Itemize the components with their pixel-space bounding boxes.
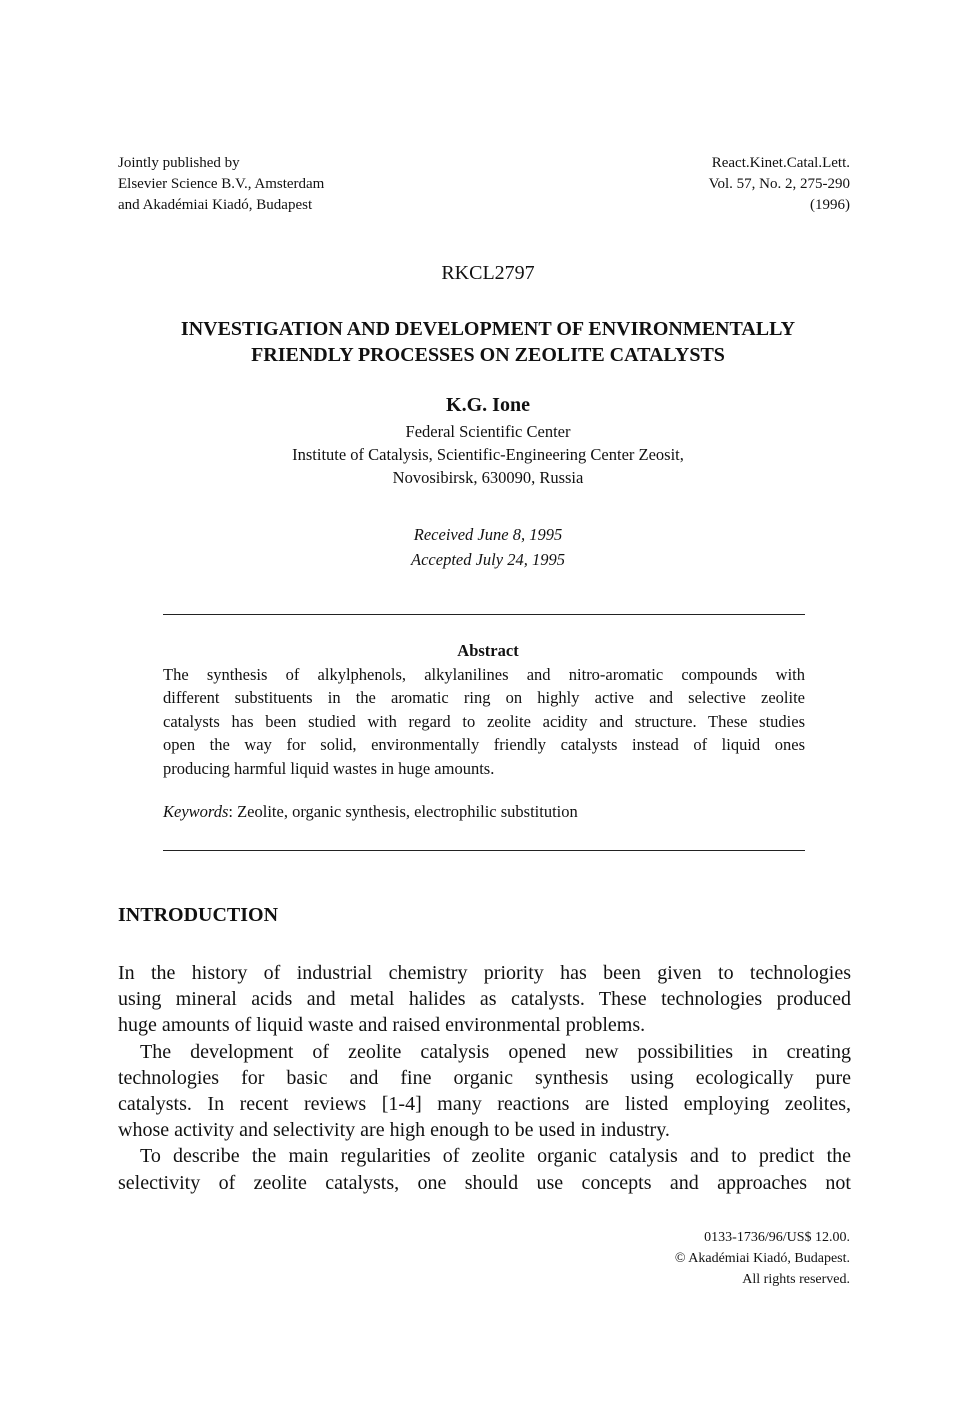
body-line: technologies for basic and fine organic synthesis using ecologically pure [118, 1066, 851, 1089]
abstract-line: producing harmful liquid wastes in huge amounts. [163, 758, 495, 778]
publisher-info [118, 153, 324, 216]
section-heading: INTRODUCTION [118, 904, 279, 926]
journal-line: React.Kinet.Catal.Lett. [711, 155, 850, 171]
copyright-footer [675, 1227, 850, 1290]
abstract-line: open the way for solid, environmentally friendly catalysts instead of liquid ones [163, 735, 805, 755]
affiliation-line: Institute of Catalysis, Scientific-Engineering Center Zeosit, [292, 445, 684, 464]
dates [0, 522, 976, 572]
paper-title [0, 316, 976, 368]
abstract-heading: Abstract [457, 641, 519, 660]
keywords-label: Keywords [163, 802, 229, 821]
footer-line: All rights reserved. [742, 1272, 850, 1287]
body-line: To describe the main regularities of zeolite organic catalysis and to predict the [140, 1145, 851, 1168]
publisher-line: Jointly published by [118, 155, 240, 171]
publisher-line: and Akadémiai Kiadó, Budapest [118, 197, 313, 213]
divider-top [163, 614, 805, 615]
journal-reference [709, 153, 850, 216]
journal-line: (1996) [810, 197, 850, 213]
body-line: huge amounts of liquid waste and raised environmental problems. [118, 1014, 646, 1037]
abstract-line: The synthesis of alkylphenols, alkylanilines and nitro-aromatic compounds with [163, 665, 805, 684]
body-line: selectivity of zeolite catalysts, one should use concepts and approaches not [118, 1171, 851, 1194]
accepted-date: Accepted July 24, 1995 [411, 550, 565, 569]
keywords [163, 802, 578, 822]
affiliation [0, 420, 976, 489]
affiliation-line: Novosibirsk, 630090, Russia [392, 468, 584, 487]
footer-line: 0133-1736/96/US$ 12.00. [704, 1230, 850, 1245]
body-line: using mineral acids and metal halides as catalysts. These technologies produced [118, 988, 851, 1011]
body-line: In the history of industrial chemistry priority has been given to technologies [118, 962, 851, 984]
keywords-text: : Zeolite, organic synthesis, electrophilic substitution [228, 802, 578, 821]
abstract-text [163, 663, 805, 780]
author-name: K.G. Ione [446, 394, 530, 416]
body-line: catalysts. In recent reviews [1-4] many reactions are listed employing zeolites, [118, 1093, 851, 1116]
title-line: INVESTIGATION AND DEVELOPMENT OF ENVIRONMENTALLY [180, 318, 796, 340]
footer-line: © Akadémiai Kiadó, Budapest. [674, 1251, 850, 1266]
body-line: whose activity and selectivity are high enough to be used in industry. [118, 1119, 670, 1142]
publisher-line: Elsevier Science B.V., Amsterdam [118, 176, 325, 192]
intro-text [118, 960, 851, 1196]
divider-bottom [163, 850, 805, 851]
received-date: Received June 8, 1995 [413, 525, 563, 544]
article-code: RKCL2797 [441, 262, 535, 284]
abstract-line: catalysts has been studied with regard to zeolite acidity and structure. These studies [163, 711, 805, 731]
title-line: FRIENDLY PROCESSES ON ZEOLITE CATALYSTS [251, 344, 725, 366]
abstract-line: different substituents in the aromatic ring on highly active and selective zeolite [163, 688, 805, 708]
affiliation-line: Federal Scientific Center [405, 422, 571, 441]
body-line: The development of zeolite catalysis opened new possibilities in creating [140, 1040, 851, 1063]
journal-line: Vol. 57, No. 2, 275-290 [708, 176, 850, 192]
